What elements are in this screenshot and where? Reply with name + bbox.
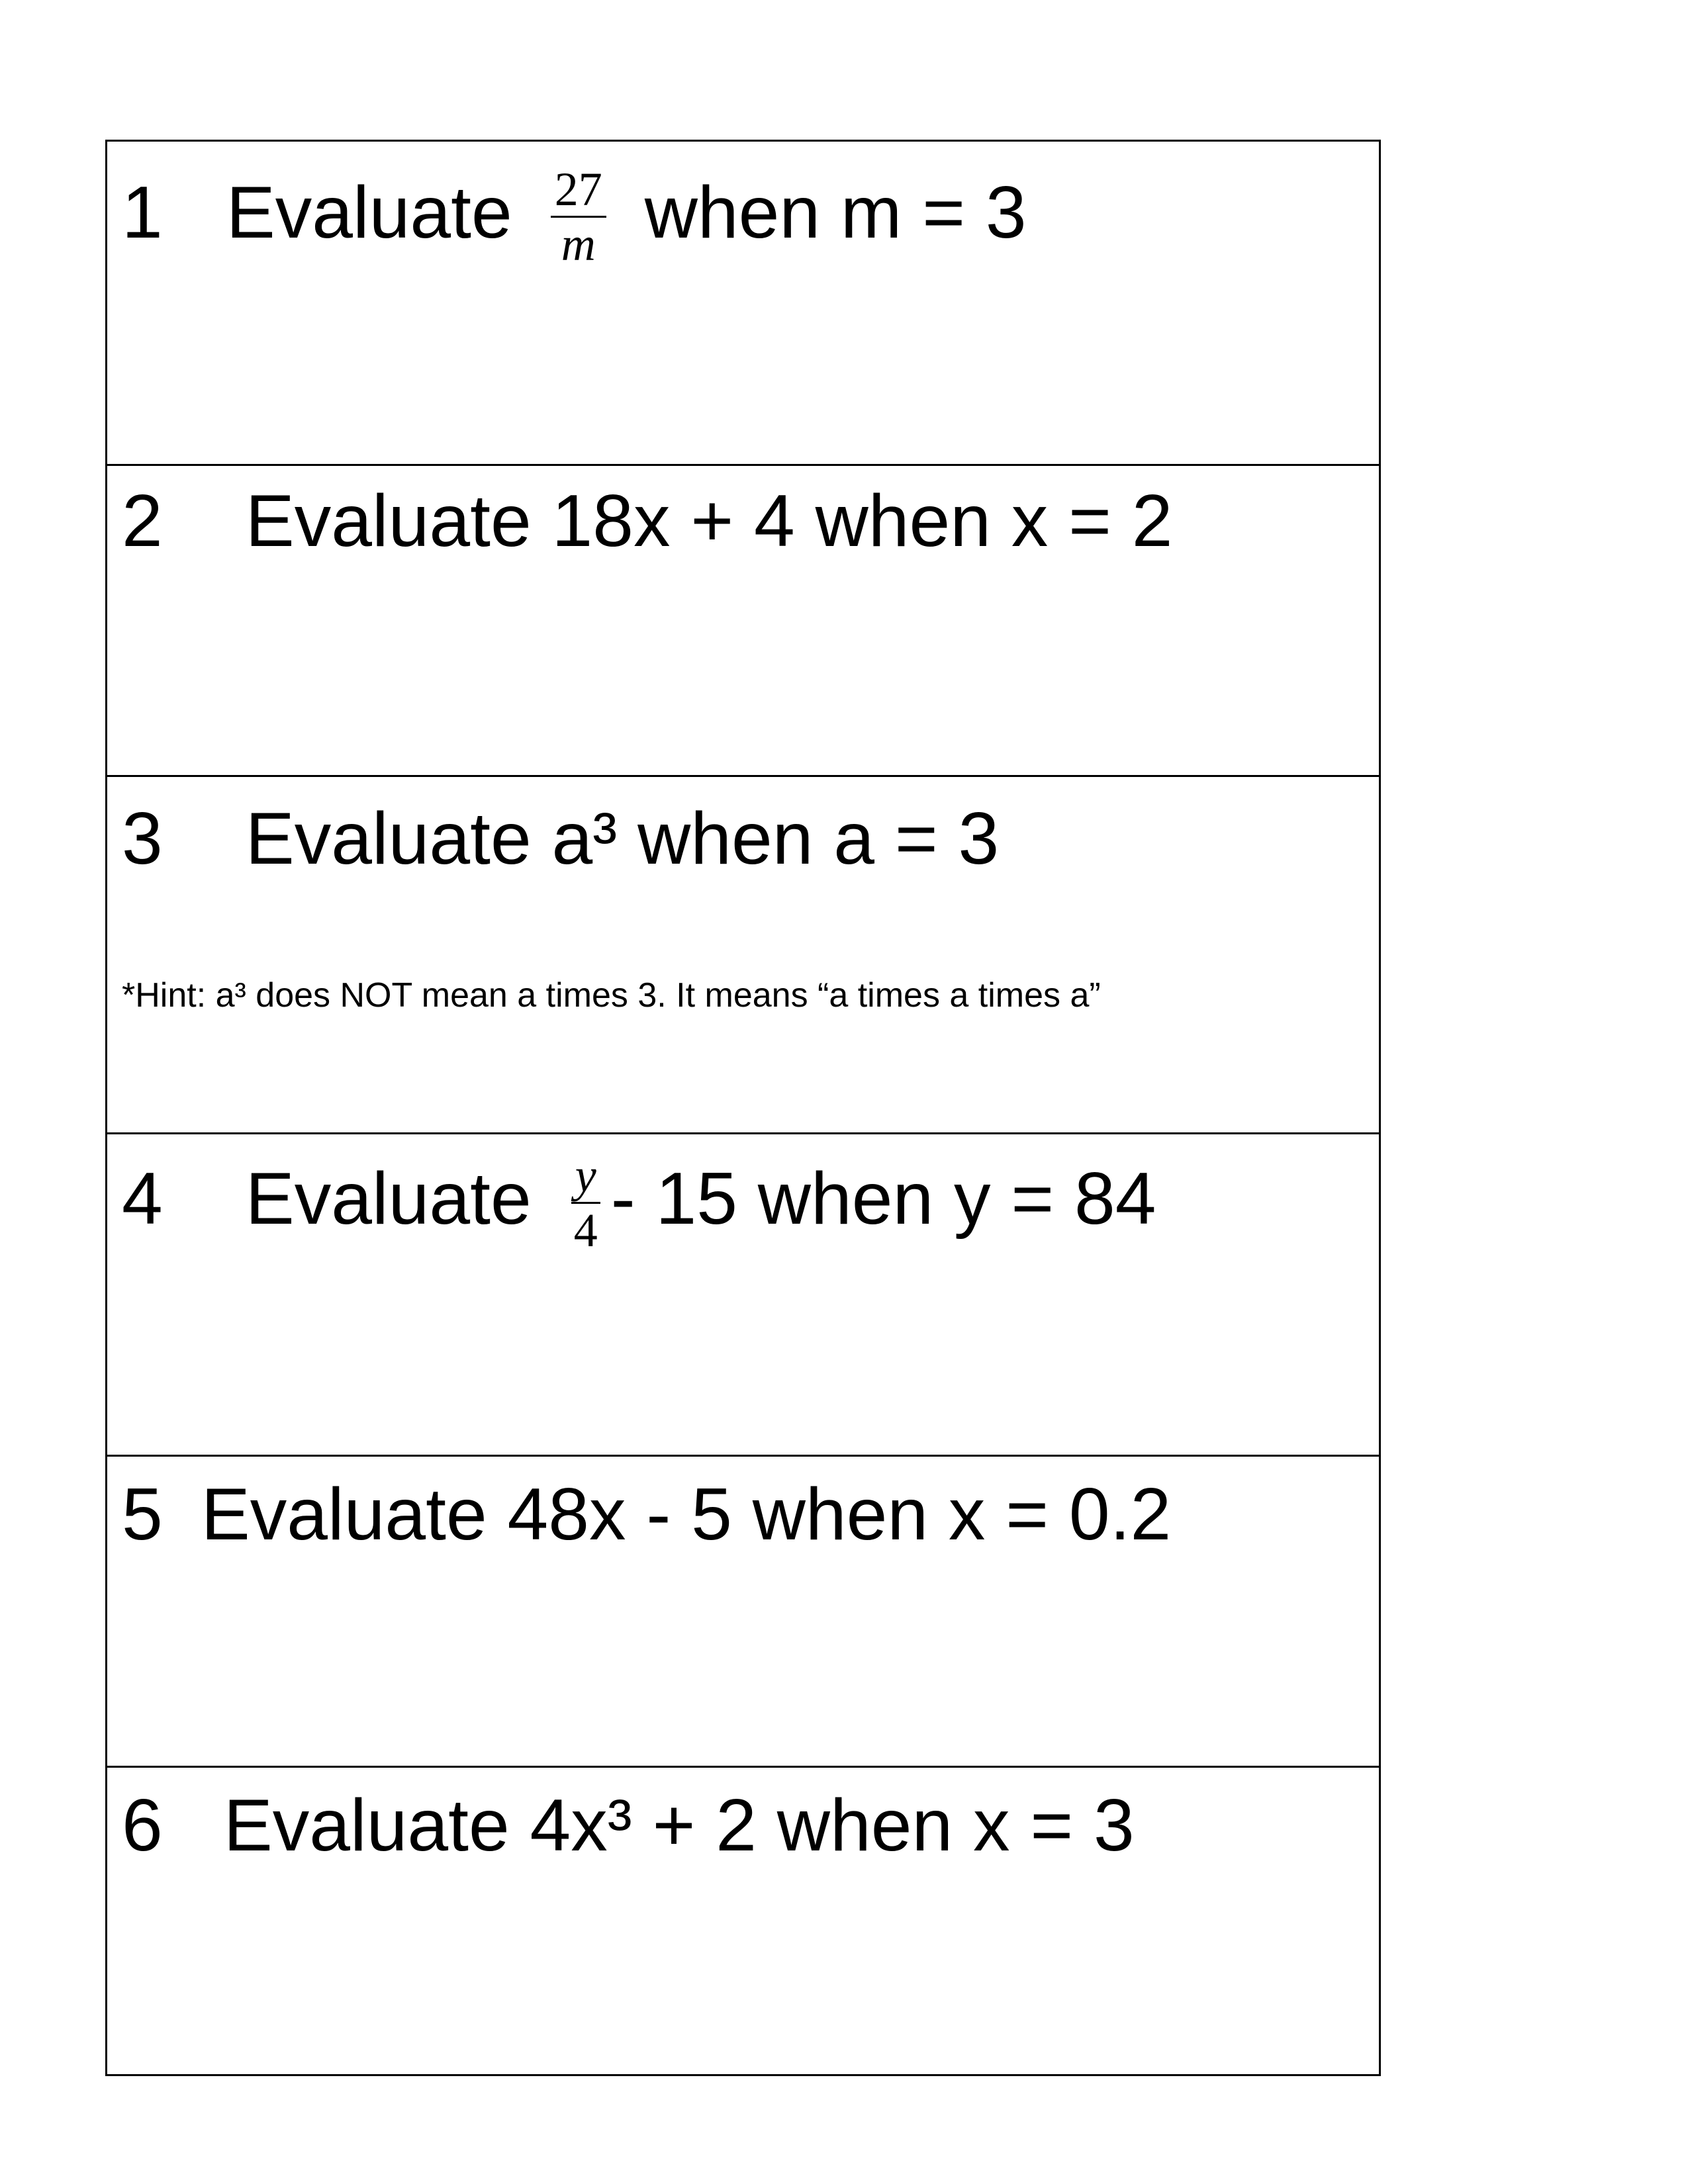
question-number-5: 5 (122, 1473, 163, 1555)
question-prefix-4: Evaluate (245, 1158, 532, 1240)
question-line-6 (122, 1784, 1135, 1866)
question-text-5: Evaluate 48x - 5 when x = 0.2 (201, 1473, 1172, 1555)
question-text-3: Evaluate a³ when a = 3 (245, 797, 1000, 880)
question-number-3: 3 (122, 797, 163, 880)
question-line-1 (122, 161, 1027, 271)
question-cell-4 (107, 1132, 1379, 1455)
fraction-27-over-m (551, 163, 606, 271)
hint-text: *Hint: a³ does NOT mean a times 3. It means “a times a times a” (122, 976, 1101, 1015)
question-cell-3 (107, 775, 1379, 1132)
question-number-2: 2 (122, 480, 163, 562)
worksheet-table (105, 140, 1381, 2076)
question-line-3 (122, 797, 1000, 880)
fraction-denominator: m (561, 218, 596, 271)
question-suffix-1: when m = 3 (644, 171, 1027, 253)
fraction-denominator: 4 (573, 1204, 598, 1257)
question-line-2 (122, 480, 1173, 562)
question-prefix-1: Evaluate (226, 171, 512, 253)
question-line-4 (122, 1148, 1156, 1257)
fraction-numerator: 27 (551, 165, 606, 218)
question-cell-2 (107, 464, 1379, 775)
fraction-numerator: y (571, 1152, 600, 1204)
question-cell-5 (107, 1455, 1379, 1766)
question-number-4: 4 (122, 1158, 163, 1240)
question-line-5 (122, 1473, 1172, 1555)
question-number-6: 6 (122, 1784, 163, 1866)
question-cell-1 (107, 142, 1379, 464)
question-text-6: Evaluate 4x³ + 2 when x = 3 (223, 1784, 1135, 1866)
question-number-1: 1 (122, 171, 163, 253)
question-cell-6 (107, 1766, 1379, 2074)
fraction-y-over-4 (570, 1149, 602, 1257)
question-suffix-4: - 15 when y = 84 (610, 1158, 1156, 1240)
question-text-2: Evaluate 18x + 4 when x = 2 (245, 480, 1173, 562)
